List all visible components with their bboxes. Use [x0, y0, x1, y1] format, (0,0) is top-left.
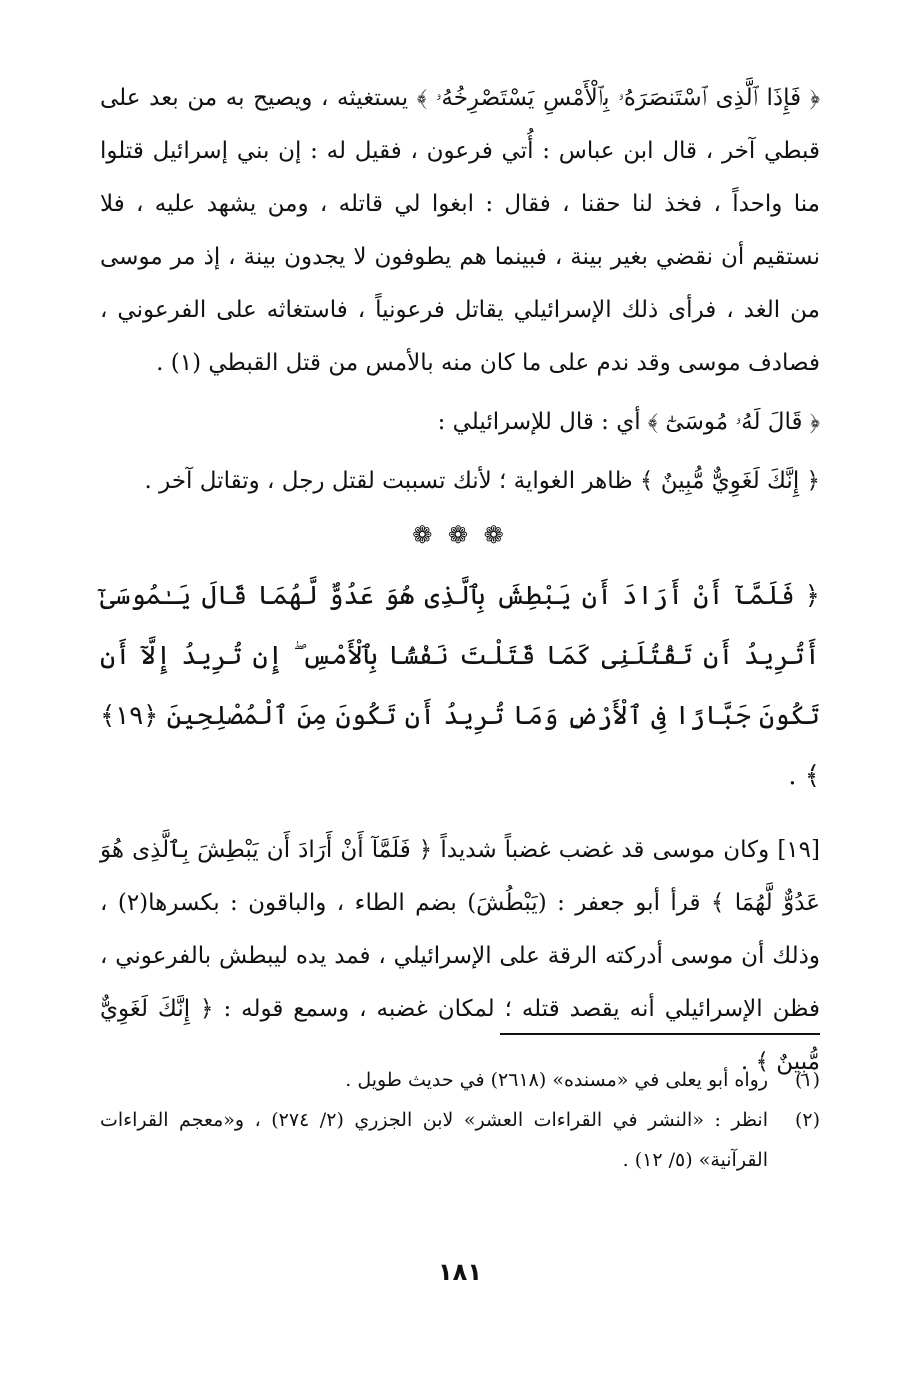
page-body	[100, 72, 820, 1089]
footnote-number: (١)	[794, 1069, 820, 1091]
paragraph-4: [١٩] وكان موسى قد غضب غضباً شديداً ﴿ فَلَمَّآ أَنْ أَرَادَ أَن يَبْطِشَ بِٱلَّذِى هُوَ عَدُوٌّ لَّهُمَا ﴾ قرأ أبو جعفر : (يَبْطُشَ) بضم الطاء ، والباقون : بكسرها(٢) ، وذلك أن موسى أدركته الرقة على الإسرائيلي ، فمد يده ليبطش بالفرعوني ، فظن الإسرائيلي أنه يقصد قتله ؛ لمكان غضبه ، وسمع قوله : ﴿ إِنَّكَ لَغَوِيٌّ مُّبِينٌ ﴾ .	[100, 837, 820, 1075]
paragraph-2: ﴿ قَالَ لَهُۥ مُوسَىٰٓ ﴾ أي : قال للإسرائيلي :	[437, 409, 820, 435]
page-number: ١٨١	[438, 1258, 482, 1286]
footnote-1	[100, 1060, 820, 1100]
footnote-divider	[500, 1033, 820, 1035]
footnote-text: انظر : «النشر في القراءات العشر» لابن الجزري (٢/ ٢٧٤) ، و«معجم القراءات القرآنية» (٥/ ١٢) .	[100, 1109, 769, 1171]
section-separator: ❁ ❁ ❁	[412, 521, 508, 549]
quran-verse-block: ﴿ فَلَمَّآ أَنْ أَرَادَ أَن يَبْطِشَ بِٱلَّذِى هُوَ عَدُوٌّ لَّهُمَا قَالَ يَـٰمُوسَىٰٓ أَتُرِيدُ أَن تَقْتُلَنِى كَمَا قَتَلْتَ نَفْسًۢا بِٱلْأَمْسِ ۖ إِن تُرِيدُ إِلَّآ أَن تَكُونَ جَبَّارًا فِى ٱلْأَرْضِ وَمَا تُرِيدُ أَن تَكُونَ مِنَ ٱلْمُصْلِحِينَ ﴿١٩﴾ ﴾ .	[100, 581, 820, 791]
footnote-text: رواه أبو يعلى في «مسنده» (٢٦١٨) في حديث طويل .	[345, 1069, 768, 1091]
footnotes	[100, 1060, 820, 1180]
footnote-number: (٢)	[794, 1109, 820, 1131]
paragraph-3: ﴿ إِنَّكَ لَغَوِيٌّ مُّبِينٌ ﴾ ظاهر الغواية ؛ لأنك تسببت لقتل رجل ، وتقاتل آخر .	[144, 468, 820, 494]
paragraph-1: ﴿ فَإِذَا ٱلَّذِى ٱسْتَنصَرَهُۥ بِٱلْأَمْسِ يَسْتَصْرِخُهُۥ ﴾ يستغيثه ، ويصيح به من بعد على قبطي آخر ، قال ابن عباس : أُتي فرعون ، فقيل له : إن بني إسرائيل قتلوا منا واحداً ، فخذ لنا حقنا ، فقال : ابغوا لي قاتله ، ومن يشهد عليه ، فلا نستقيم أن نقضي بغير بينة ، فبينما هم يطوفون لا يجدون بينة ، إذ مر موسى من الغد ، فرأى ذلك الإسرائيلي يقاتل فرعونياً ، فاستغاثه على الفرعوني ، فصادف موسى وقد ندم على ما كان منه بالأمس من قتل القبطي (١) .	[100, 85, 820, 376]
footnote-2	[100, 1100, 820, 1180]
